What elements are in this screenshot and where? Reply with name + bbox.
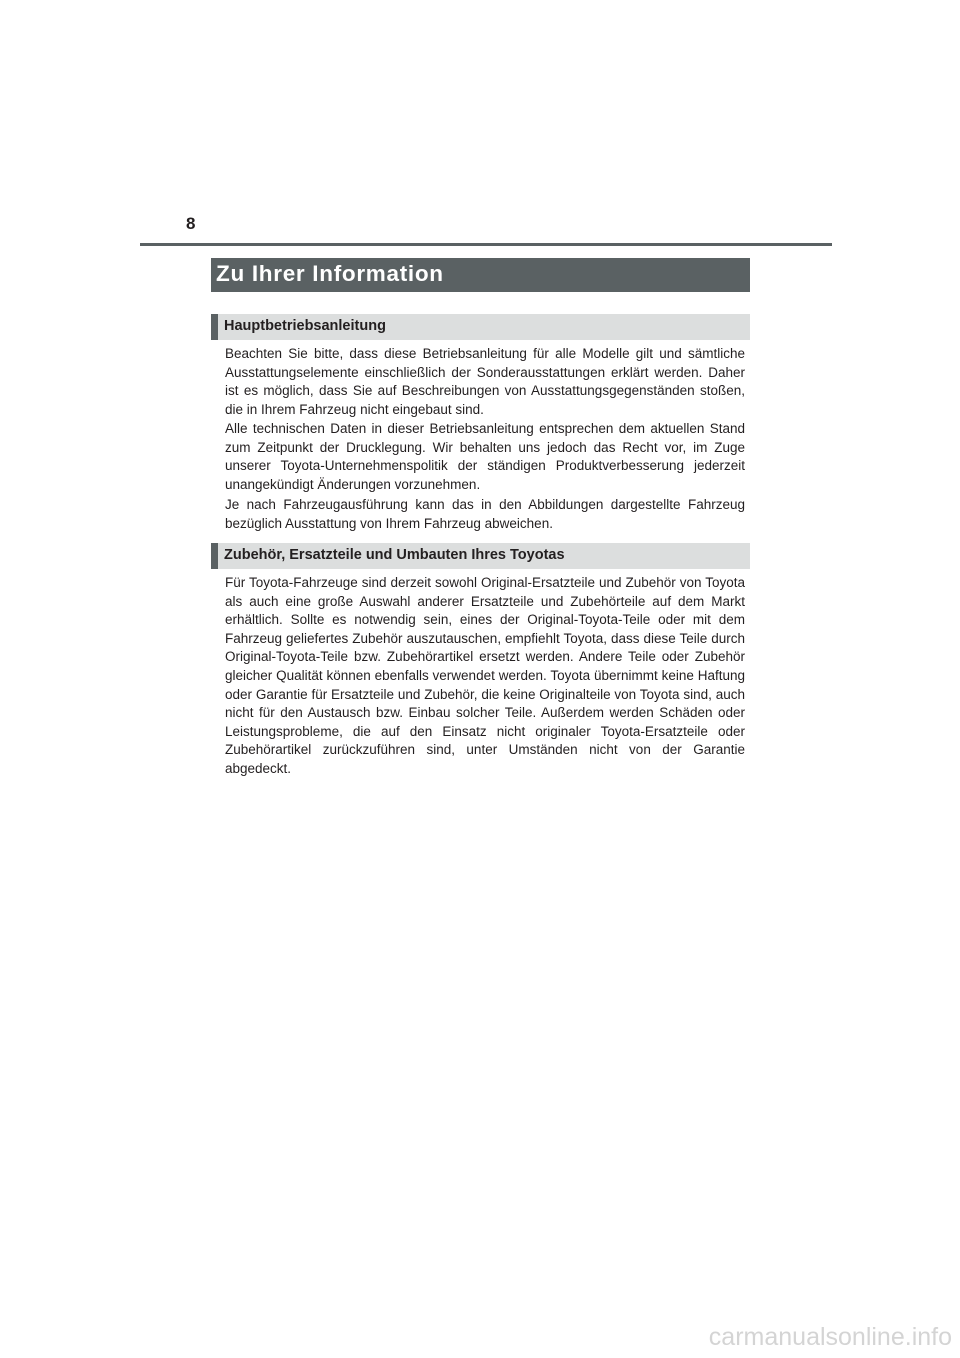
top-rule [140,243,832,246]
paragraph: Je nach Fahrzeugausführung kann das in den Abbildungen dargestellte Fahrzeug bezüglich Ausstattung von Ihrem Fahrzeug abweichen. [225,497,745,531]
section-title: Hauptbetriebsanleitung [224,318,386,334]
paragraph: Für Toyota-Fahrzeuge sind derzeit sowohl Original-Ersatzteile und Zubehör von Toyota als auch eine große Auswahl anderer Ersatzteile und Zubehörteile auf dem Markt erhältlich. Sollte es notwendig sein, eines der Original-Toyota-Teile oder mit dem Fahrzeug geliefertes Zubehör auszutauschen, empfiehlt Toyota, dass diese Teile durch Original-Toyota-Teile bzw. Zubehörartikel ersetzt werden. Andere Teile oder Zubehör gleicher Qualität können ebenfalls verwendet werden. Toyota übernimmt keine Haftung oder Garantie für Ersatzteile und Zubehör, die keine Originalteile von Toyota sind, auch nicht für den Austausch bzw. Einbau solcher Teile. Außerdem werden Schäden oder Leistungsprobleme, die auf den Einsatz nicht originaler Toyota-Ersatzteile oder Zubehörartikel zurückzuführen sind, unter Umständen nicht von der Garantie abgedeckt. [225,575,745,776]
section-header-zubehoer [211,543,750,569]
chapter-title: Zu Ihrer Information [216,261,444,286]
watermark: carmanualsonline.info [708,1323,952,1351]
paragraph: Alle technischen Daten in dieser Betriebsanleitung entsprechen dem aktuellen Stand zum Zeitpunkt der Drucklegung. Wir behalten uns jedoch das Recht vor, im Zuge unserer Toyota-Unternehmenspolitik der ständigen Produktverbesserung jederzeit unangekündigt Änderungen vorzunehmen. [225,421,745,492]
section-header-hauptbetriebsanleitung [211,314,750,340]
page-number: 8 [186,214,196,233]
section-title: Zubehör, Ersatzteile und Umbauten Ihres Toyotas [224,547,565,563]
paragraph: Beachten Sie bitte, dass diese Betriebsanleitung für alle Modelle gilt und sämtliche Ausstattungselemente einschließlich der Sonderausstattungen erklärt werden. Daher ist es möglich, dass Sie auf Beschreibungen von Ausstattungsgegenständen stoßen, die in Ihrem Fahrzeug nicht eingebaut sind. [225,346,745,417]
chapter-header [211,258,750,292]
